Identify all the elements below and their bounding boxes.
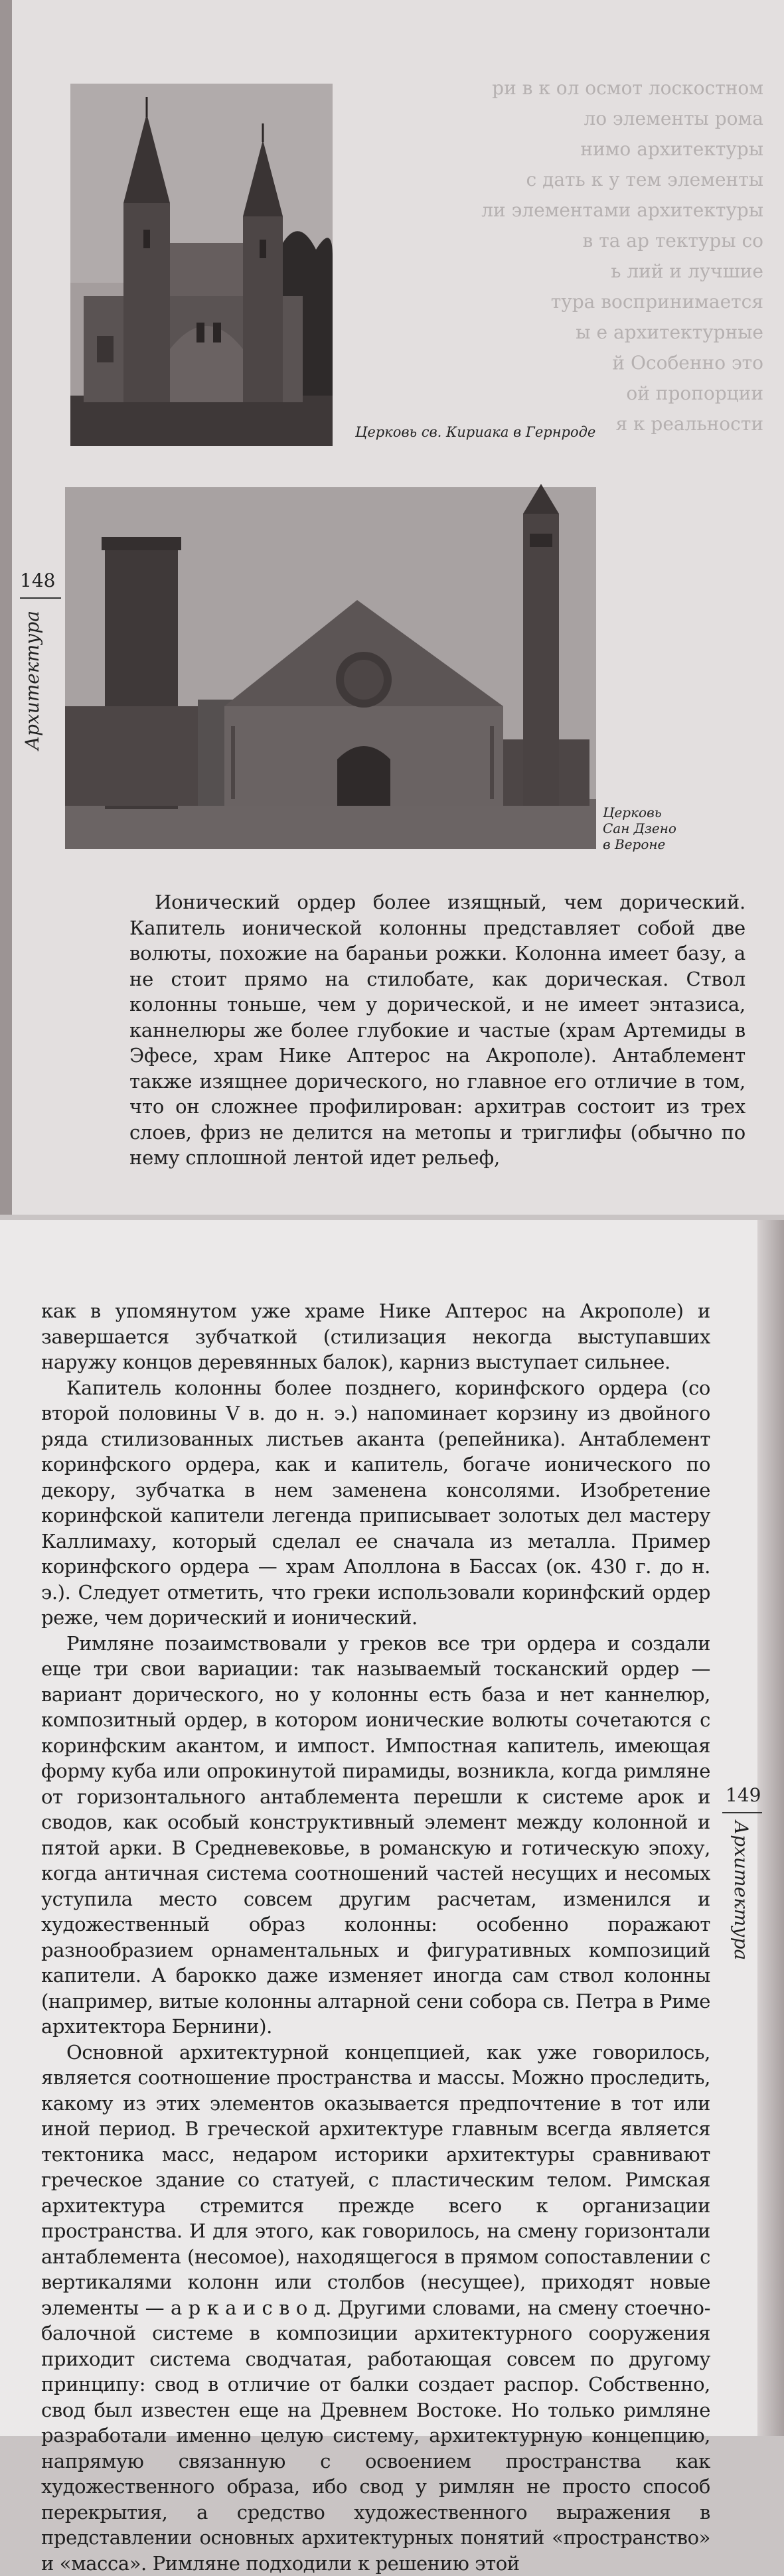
san-zeno-illustration — [65, 487, 596, 849]
running-head: Архитектура — [730, 1821, 752, 1960]
page-149 — [0, 1220, 784, 2436]
gernrode-church-illustration — [70, 84, 333, 446]
photo-gernrode-church — [70, 84, 333, 446]
paragraph: Римляне позаимствовали у греков все три ордера и создали еще три свои вариации: так называемый тосканский ордер — вариант дорического, но у колонны есть база и нет каннелюр, композитный ордер, в котором ионические волюты сочетаются с коринфским акантом, и импост. Импостная капитель, имеющая форму куба или опрокинутой пирамиды, возникла, когда римляне от горизонтального антаблемента перешли к системе арок и сводов, как особый конструктивный элемент между колонной и пятой арки. В Средневековье, в романскую и готическую эпоху, когда античная система соотношений частей несущих и несомых уступила место совсем другим расчетам, изменился и художественный образ колонны: особенно поражают разнообразием орнаментальных и фигуративных композиций капители. А барокко даже изменяет иногда сам ствол колонны (например, витые колонны алтарной сени собора св. Петра в Риме архитектора Бернини). — [41, 1631, 710, 2040]
page-number-rule — [20, 597, 61, 599]
paragraph: Основной архитектурной концепцией, как уже говорилось, является соотношение пространства и массы. Можно проследить, какому из этих элементов оказывается предпочтение в тот или иной период. В греческой архитектуре главным всегда является тектоника масс, недаром историки архитектуры сравнивают греческое здание со статуей, с пластическим телом. Римская архитектура стремится прежде всего к организации пространства. И для этого, как говорилось, на смену горизонтали антаблемента (несомое), находящегося в прямом сопоставлении с вертикалями колонн или столбов (несущее), приходят новые элементы — а р к а и с в о д. Другими словами, на смену стоечно-балочной системе в композиции архитектурного сооружения приходит система сводчатая, работающая совсем по другому принципу: свод в отличие от балки создает распор. Собственно, свод был известен еще на Древнем Востоке. Но только римляне разработали именно целую систему, архитектурную концепцию, напрямую связанную с освоением пространства как художественного образа, ибо свод у римлян не просто способ перекрытия, а средство художественного выражения в представлении основных архитектурных понятий «пространство» и «масса». Римляне подходили к решению этой — [41, 2040, 710, 2576]
paragraph: Капитель колонны более позднего, коринфского ордера (со второй половины V в. до н. э.) напоминает корзину из двойного ряда стилизованных листьев аканта (репейника). Антаблемент коринфского ордера, как и капитель, богаче ионического по декору, зубчатка в нем заменена консолями. Изобретение коринфской капители легенда приписывает золотых дел мастеру Каллимаху, который сделал ее сначала из металла. Пример коринфского ордера — храм Аполлона в Бассах (ок. 430 г. до н. э.). Следует отметить, что греки использовали коринфский ордер реже, чем дорический и ионический. — [41, 1375, 710, 1631]
page-edge-shadow — [757, 1220, 784, 2436]
caption-line: Церковь — [603, 804, 709, 820]
body-text — [41, 1298, 710, 2576]
page-148 — [0, 0, 784, 1215]
body-text — [129, 889, 745, 1171]
page-number: 149 — [726, 1784, 761, 1806]
paragraph: как в упомянутом уже храме Нике Аптерос на Акрополе) и завершается зубчаткой (стилизация некогда выступавших наружу концов деревянных балок), карниз выступает сильнее. — [41, 1298, 710, 1375]
page-edge-shadow — [0, 0, 12, 1215]
paragraph: Ионический ордер более изящный, чем дорический. Капитель ионической колонны представляет собой две волюты, похожие на бараньи рожки. Колонна имеет базу, а не стоит прямо на стилобате, как дорическая. Ствол колонны тоньше, чем у дорической, и не имеет энтазиса, каннелюры же более глубокие и частые (храм Артемиды в Эфесе, храм Нике Аптерос на Акрополе). Антаблемент также изящнее дорического, но главное его отличие в том, что он сложнее профилирован: архитрав состоит из трех слоев, фриз не делится на метопы и триглифы (обычно по нему сплошной лентой идет рельеф, — [129, 889, 745, 1171]
page-number: 148 — [20, 569, 55, 591]
running-head: Архитектура — [21, 611, 43, 750]
photo-caption-gernrode: Церковь св. Кириака в Гернроде — [355, 423, 634, 441]
bleed-through-text: ри в к ол осмот лоскостном ло элементы рома нимо архитектуры с дать к у тем элементы ли элементами архитектуры в та ар тектуры со ь лий и лучшие тура воспринимается ы е архитектурные й Особенно это ой пропорции я к реальности — [345, 73, 763, 445]
photo-san-zeno-verona — [65, 487, 596, 849]
photo-caption-san-zeno — [603, 804, 709, 852]
caption-line: Сан Дзено — [603, 820, 709, 836]
page-number-rule — [722, 1812, 762, 1813]
caption-line: в Вероне — [603, 836, 709, 852]
